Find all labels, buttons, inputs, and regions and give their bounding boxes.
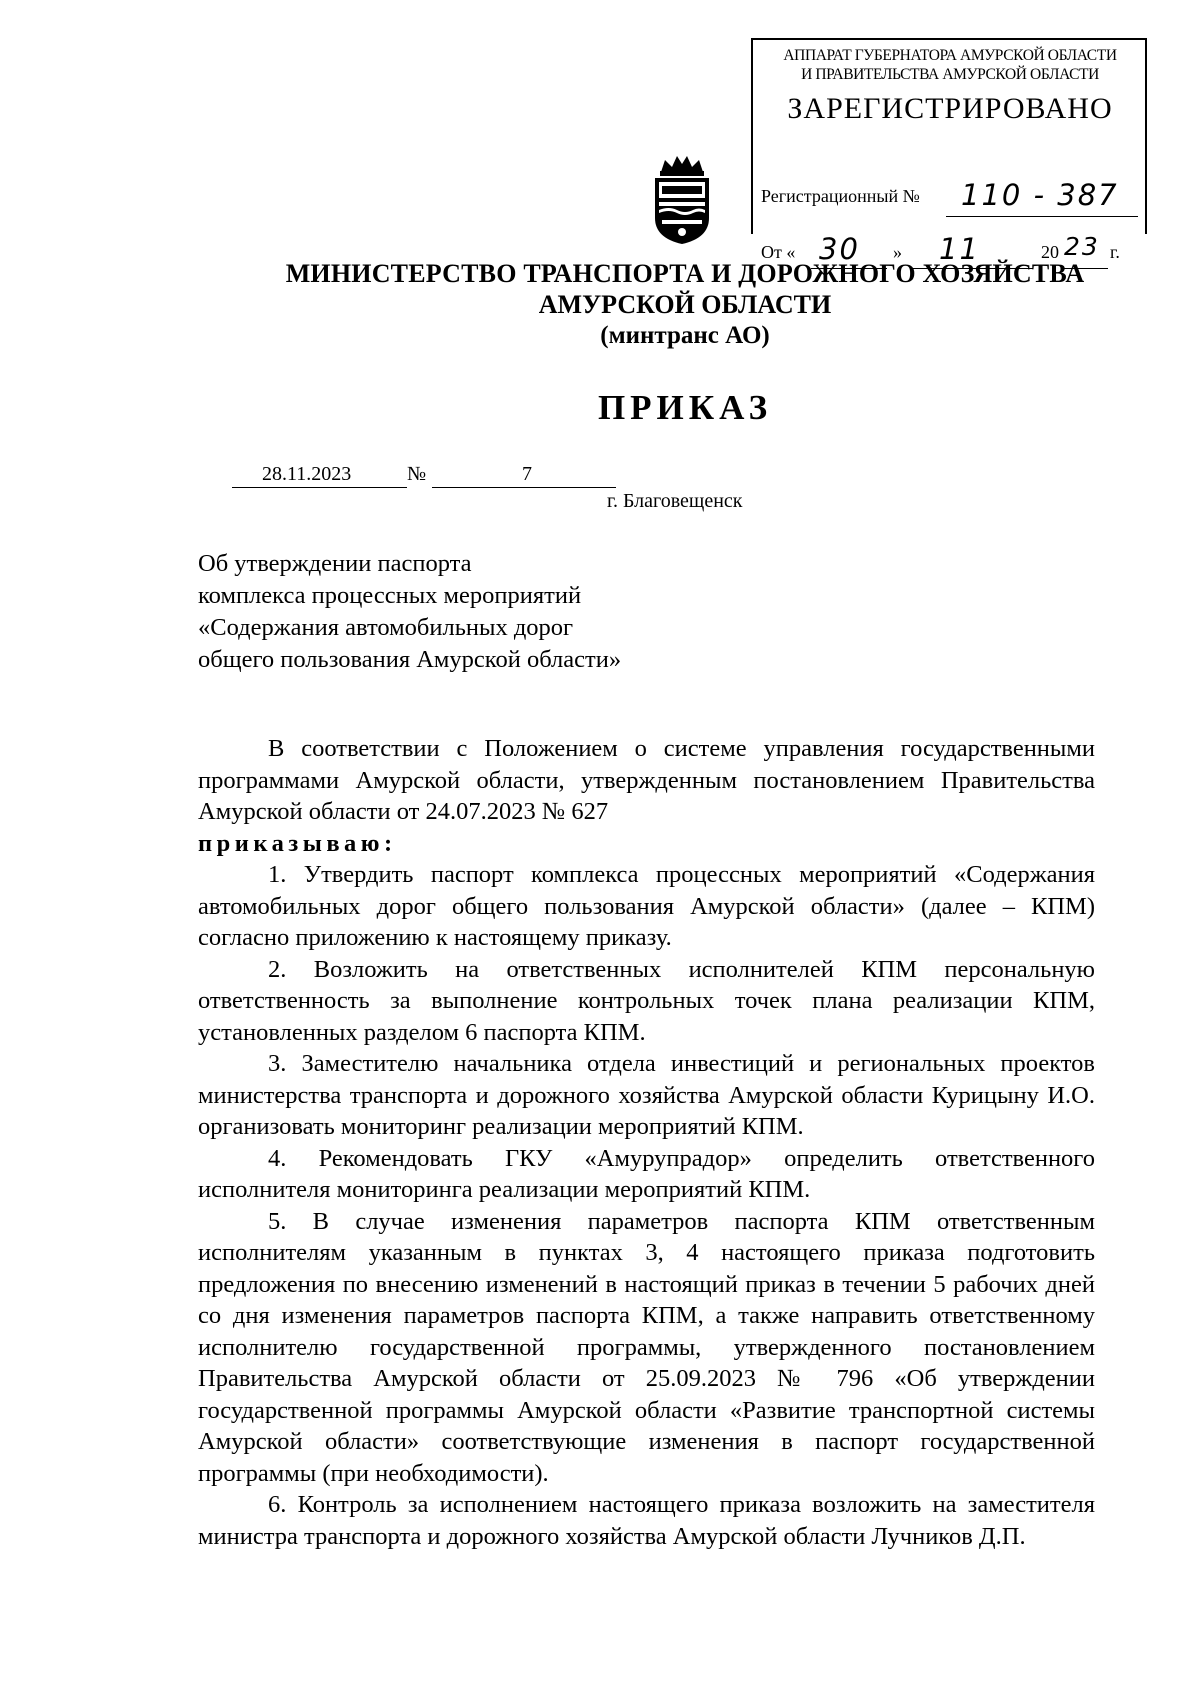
stamp-year-suffix: 23 (1064, 232, 1100, 261)
stamp-organization (761, 46, 1139, 84)
subject-line3: «Содержания автомобильных дорог (198, 614, 574, 641)
clause-6: 6. Контроль за исполнением настоящего приказа возложить на заместителя министра транспорта и дорожного хозяйства Амурской области Лучников Д.П. (198, 1491, 1095, 1550)
order-number-underline (432, 487, 616, 488)
stamp-registration-number (761, 178, 1139, 212)
subject-line2: комплекса процессных мероприятий (198, 582, 582, 609)
order-body (198, 733, 1095, 1552)
order-date-underline (232, 487, 407, 488)
subject-line4: общего пользования Амурской области» (198, 646, 622, 673)
ministry-line1: МИНИСТЕРСТВО ТРАНСПОРТА И ДОРОЖНОГО ХОЗЯЙСТВА (285, 259, 1085, 288)
registration-stamp (751, 38, 1147, 266)
stamp-date-mid: » (893, 242, 902, 262)
order-number: 7 (522, 463, 532, 485)
stamp-year-prefix: 20 (1041, 242, 1059, 262)
stamp-reg-underline (946, 216, 1138, 217)
stamp-year-end: г. (1110, 242, 1120, 262)
order-title: ПРИКАЗ (597, 388, 773, 427)
stamp-reg-label: Регистрационный № (761, 186, 920, 206)
order-date: 28.11.2023 (262, 463, 352, 485)
stamp-org-line2: И ПРАВИТЕЛЬСТВА АМУРСКОЙ ОБЛАСТИ (801, 66, 1099, 83)
subject-line1: Об утверждении паспорта (198, 550, 472, 577)
order-subject (198, 548, 621, 676)
clause-2: 2. Возложить на ответственных исполнителей КПМ персональную ответственность за выполнение контрольных точек плана реализации КПМ, установленных разделом 6 паспорта КПМ. (198, 955, 1095, 1046)
stamp-month: 11 (939, 232, 980, 266)
ministry-line2: АМУРСКОЙ ОБЛАСТИ (538, 290, 832, 319)
stamp-date-prefix: От « (761, 242, 796, 262)
ministry-header (0, 258, 1200, 351)
ministry-line3: (минтранс АО) (600, 322, 770, 349)
order-number-label: № (407, 463, 427, 485)
clause-4: 4. Рекомендовать ГКУ «Амурупрадор» определить ответственного исполнителя мониторинга реализации мероприятий КПМ. (198, 1144, 1095, 1203)
clause-3: 3. Заместителю начальника отдела инвестиций и региональных проектов министерства транспорта и дорожного хозяйства Амурской области Курицыну И.О. организовать мониторинг реализации мероприятий КПМ. (198, 1050, 1095, 1140)
stamp-title: ЗАРЕГИСТРИРОВАНО (787, 92, 1113, 125)
preamble-paragraph: В соответствии с Положением о системе управления государственными программами Амурской области, утвержденным постановлением Правительства Амурской области от 24.07.2023 № 627 (198, 735, 1095, 825)
stamp-reg-number: 110 - 387 (961, 178, 1119, 212)
clause-1: 1. Утвердить паспорт комплекса процессных мероприятий «Содержания автомобильных дорог общего пользования Амурской области» (далее – КПМ) согласно приложению к настоящему приказу. (198, 861, 1095, 951)
clause-5: 5. В случае изменения параметров паспорта КПМ ответственным исполнителям указанным в пунктах 3, 4 настоящего приказа подготовить предложения по внесению изменений в настоящий приказ в течении 5 рабочих дней со дня изменения параметров паспорта КПМ, а также направить ответственному исполнителю государственной программы, утвержденного постановлением Правительства Амурской области от 25.09.2023 № 796 «Об утверждении государственной программы Амурской области «Развитие транспортной системы Амурской области» соответствующие изменения в паспорт государственной программы (при необходимости). (198, 1207, 1095, 1487)
stamp-org-line1: АППАРАТ ГУБЕРНАТОРА АМУРСКОЙ ОБЛАСТИ (783, 47, 1117, 64)
order-city: г. Благовещенск (607, 490, 743, 512)
coat-of-arms-icon (647, 152, 717, 246)
orders-word: приказываю: (198, 829, 397, 857)
stamp-day: 30 (819, 232, 860, 266)
